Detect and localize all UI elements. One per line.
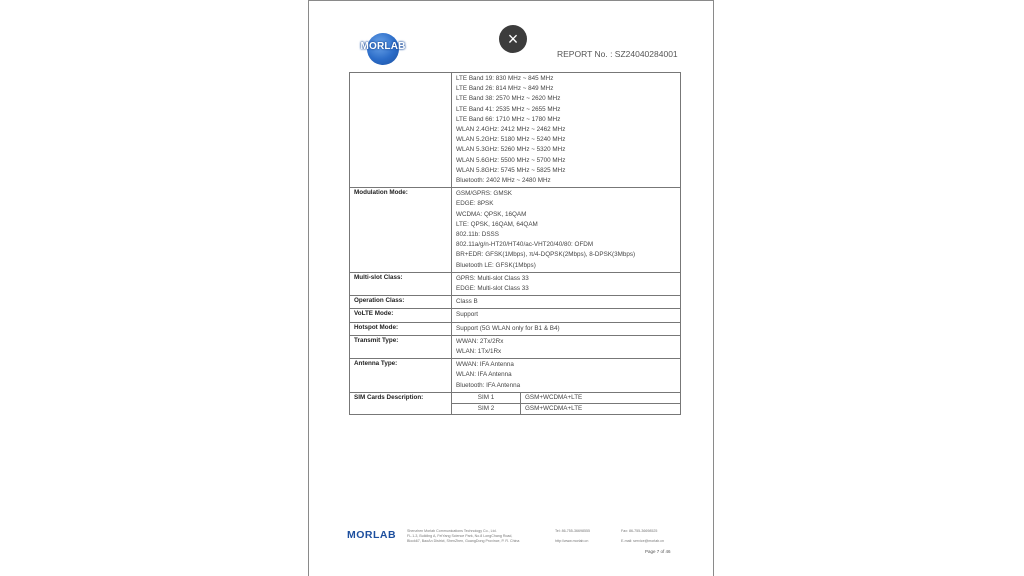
spec-row (350, 272, 681, 295)
sim-name: SIM 1 (452, 393, 521, 404)
logo-text: MORLAB (360, 41, 406, 52)
spec-value-line: EDGE: Multi-slot Class 33 (456, 285, 529, 293)
spec-value-line: Class B (456, 298, 478, 306)
footer-contact-right (621, 529, 664, 544)
sim-row (452, 403, 680, 414)
spec-value (452, 188, 681, 273)
document-page (308, 0, 714, 576)
spec-value-line: WLAN 5.3GHz: 5260 MHz ~ 5320 MHz (456, 146, 566, 154)
spec-value-line: GPRS: Multi-slot Class 33 (456, 274, 529, 282)
report-number: REPORT No. : SZ24040284001 (557, 49, 678, 59)
spec-value (452, 359, 681, 393)
footer-logo: MORLAB (347, 529, 397, 541)
spec-value-line: GSM/GPRS: GMSK (456, 190, 512, 198)
sim-table (452, 393, 680, 414)
spec-value-line: BR+EDR: GFSK(1Mbps), π/4-DQPSK(2Mbps), 8-DPSK(3Mbps) (456, 251, 636, 259)
footer-company (407, 529, 519, 544)
spec-value-line: LTE: QPSK, 16QAM, 64QAM (456, 220, 538, 228)
sim-cell (452, 392, 681, 414)
spec-value-line: Bluetooth LE: GFSK(1Mbps) (456, 261, 536, 269)
spec-label: Multi-slot Class: (350, 272, 452, 295)
morlab-logo (355, 31, 411, 67)
footer-tel: Tel: 86-755-36698555 (555, 529, 590, 533)
spec-value (452, 272, 681, 295)
spec-value (452, 296, 681, 309)
close-button[interactable]: × (499, 25, 527, 53)
footer-email: E-mail: service@morlab.cn (621, 539, 664, 543)
spec-label: Transmit Type: (350, 335, 452, 358)
spec-value-line: LTE Band 41: 2535 MHz ~ 2655 MHz (456, 105, 561, 113)
spec-value-line: WLAN 2.4GHz: 2412 MHz ~ 2462 MHz (456, 126, 566, 134)
spec-value (452, 322, 681, 335)
spec-value-line: WLAN 5.2GHz: 5180 MHz ~ 5240 MHz (456, 136, 566, 144)
spec-value-line: WCDMA: QPSK, 16QAM (456, 210, 527, 218)
spec-row (350, 335, 681, 358)
spec-row-sim (350, 392, 681, 414)
spec-value-line: WWAN: IFA Antenna (456, 361, 514, 369)
footer-company-line: Shenzhen Morlab Communications Technology Co., Ltd. (407, 529, 497, 533)
spec-value-line: LTE Band 19: 830 MHz ~ 845 MHz (456, 75, 554, 82)
spec-label: Antenna Type: (350, 359, 452, 393)
spec-row (350, 309, 681, 322)
sim-row (452, 393, 680, 404)
spec-value-line: WWAN: 2Tx/2Rx (456, 337, 504, 345)
spec-row (350, 73, 681, 188)
spec-table (349, 72, 681, 415)
page-number: Page 7 of 46 (645, 549, 671, 554)
spec-value-line: WLAN: IFA Antenna (456, 371, 512, 379)
spec-value-line: Support (5G WLAN only for B1 & B4) (456, 324, 560, 332)
spec-value (452, 309, 681, 322)
spec-value-line: LTE Band 38: 2570 MHz ~ 2620 MHz (456, 95, 561, 103)
sim-name: SIM 2 (452, 403, 521, 414)
spec-value-line: Bluetooth: 2402 MHz ~ 2480 MHz (456, 177, 551, 185)
footer-company-line: Block67, BaoAn District, ShenZhen, GuangDong Province, P. R. China (407, 539, 520, 543)
sim-value: GSM+WCDMA+LTE (525, 404, 583, 412)
spec-value-line: Bluetooth: IFA Antenna (456, 381, 521, 389)
spec-label: Operation Class: (350, 296, 452, 309)
footer-company-line: FL.1-3, Building A, FeiYang Science Park, No.8 LongChang Road, (407, 534, 513, 538)
spec-row (350, 322, 681, 335)
spec-value-line: Support (456, 311, 479, 319)
spec-value-line: 802.11b: DSSS (456, 231, 499, 239)
spec-value-line: EDGE: 8PSK (456, 200, 494, 208)
footer-fax: Fax: 86-755-36698525 (621, 529, 658, 533)
footer-contact-left (555, 529, 590, 544)
footer-website: http://www.morlab.cn (555, 539, 589, 543)
spec-row (350, 188, 681, 273)
spec-label: Modulation Mode: (350, 188, 452, 273)
spec-label: VoLTE Mode: (350, 309, 452, 322)
spec-value-line: LTE Band 26: 814 MHz ~ 849 MHz (456, 85, 554, 93)
spec-value-line: WLAN: 1Tx/1Rx (456, 348, 502, 356)
spec-value-line: 802.11a/g/n-HT20/HT40/ac-VHT20/40/80: OFDM (456, 241, 594, 249)
spec-value (452, 73, 681, 188)
spec-value-line: WLAN 5.8GHz: 5745 MHz ~ 5825 MHz (456, 166, 566, 174)
sim-value: GSM+WCDMA+LTE (521, 393, 681, 404)
spec-row (350, 359, 681, 393)
spec-label: Hotspot Mode: (350, 322, 452, 335)
spec-value-line: WLAN 5.6GHz: 5500 MHz ~ 5700 MHz (456, 156, 566, 164)
spec-label (350, 73, 452, 188)
spec-value-line: LTE Band 66: 1710 MHz ~ 1780 MHz (456, 115, 561, 123)
spec-value (452, 335, 681, 358)
spec-label: SIM Cards Description: (350, 392, 452, 414)
spec-row (350, 296, 681, 309)
